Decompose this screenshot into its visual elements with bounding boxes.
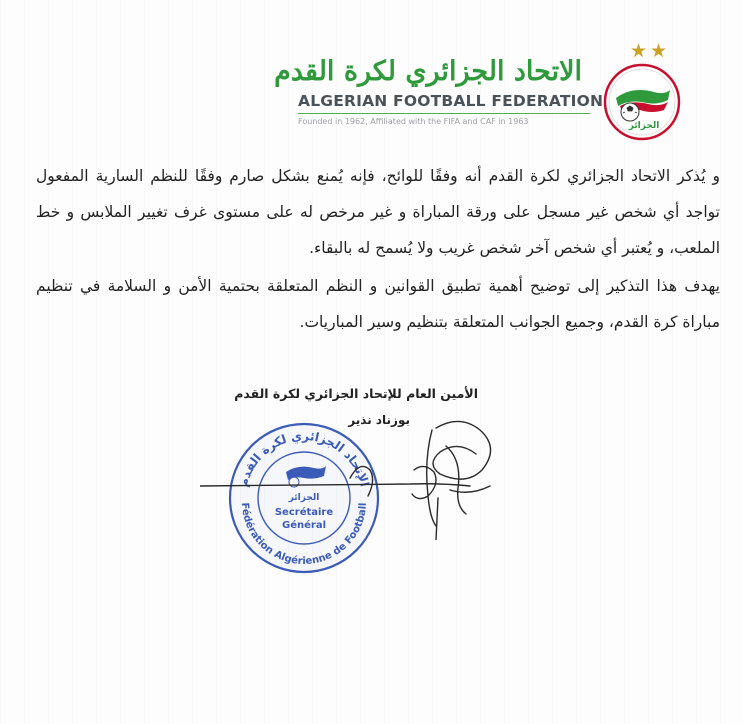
body-paragraph-1: و يُذكر الاتحاد الجزائري لكرة القدم أنه وفقًا للوائح، فإنه يُمنع بشكل صارم وفقًا للنظم السارية المفعول تواجد أي شخص غير مسجل على ورقة المباراة و غير مرخص له على مستوى غرف تغيير الملابس و خط الملعب، و يُعتبر أي شخص آخر شخص غريب ولا يُسمح له بالبقاء. — [36, 167, 720, 257]
federation-name-english: ALGERIAN FOOTBALL FEDERATION — [298, 92, 604, 110]
stars-icon: ★★ — [630, 40, 671, 62]
signatory-title: الأمين العام للإتحاد الجزائري لكرة القدم — [234, 386, 478, 401]
stamp-center-line2: Général — [282, 520, 326, 531]
emblem-label: الجزائر — [628, 121, 660, 131]
stamp-center-line1: Secrétaire — [274, 507, 334, 518]
stamp-center-arabic: الجزائر — [288, 493, 320, 503]
federation-founded-line: Founded in 1962, Affiliated with the FIFA and CAF in 1963 — [298, 117, 529, 126]
stamp-french-ring: Fédération Algérienne de Football — [238, 502, 370, 568]
body-paragraph-2: يهدف هذا التذكير إلى توضيح أهمية تطبيق القوانين و النظم المتعلقة بحتمية الأمن و السلامة في تنظيم مباراة كرة القدم، وجميع الجوانب المتعلقة بتنظيم وسير المباريات. — [36, 277, 720, 331]
letterhead — [274, 38, 730, 143]
federation-name-arabic: الاتحاد الجزائري لكرة القدم — [274, 56, 582, 87]
handwritten-signature — [200, 400, 510, 540]
stamp-arabic-ring: الإتحاد الجزائري لكرة القدم — [236, 428, 372, 489]
faf-emblem-logo — [602, 62, 682, 142]
header-divider — [298, 113, 590, 114]
signatory-name: بوزناد نذير — [348, 413, 410, 427]
